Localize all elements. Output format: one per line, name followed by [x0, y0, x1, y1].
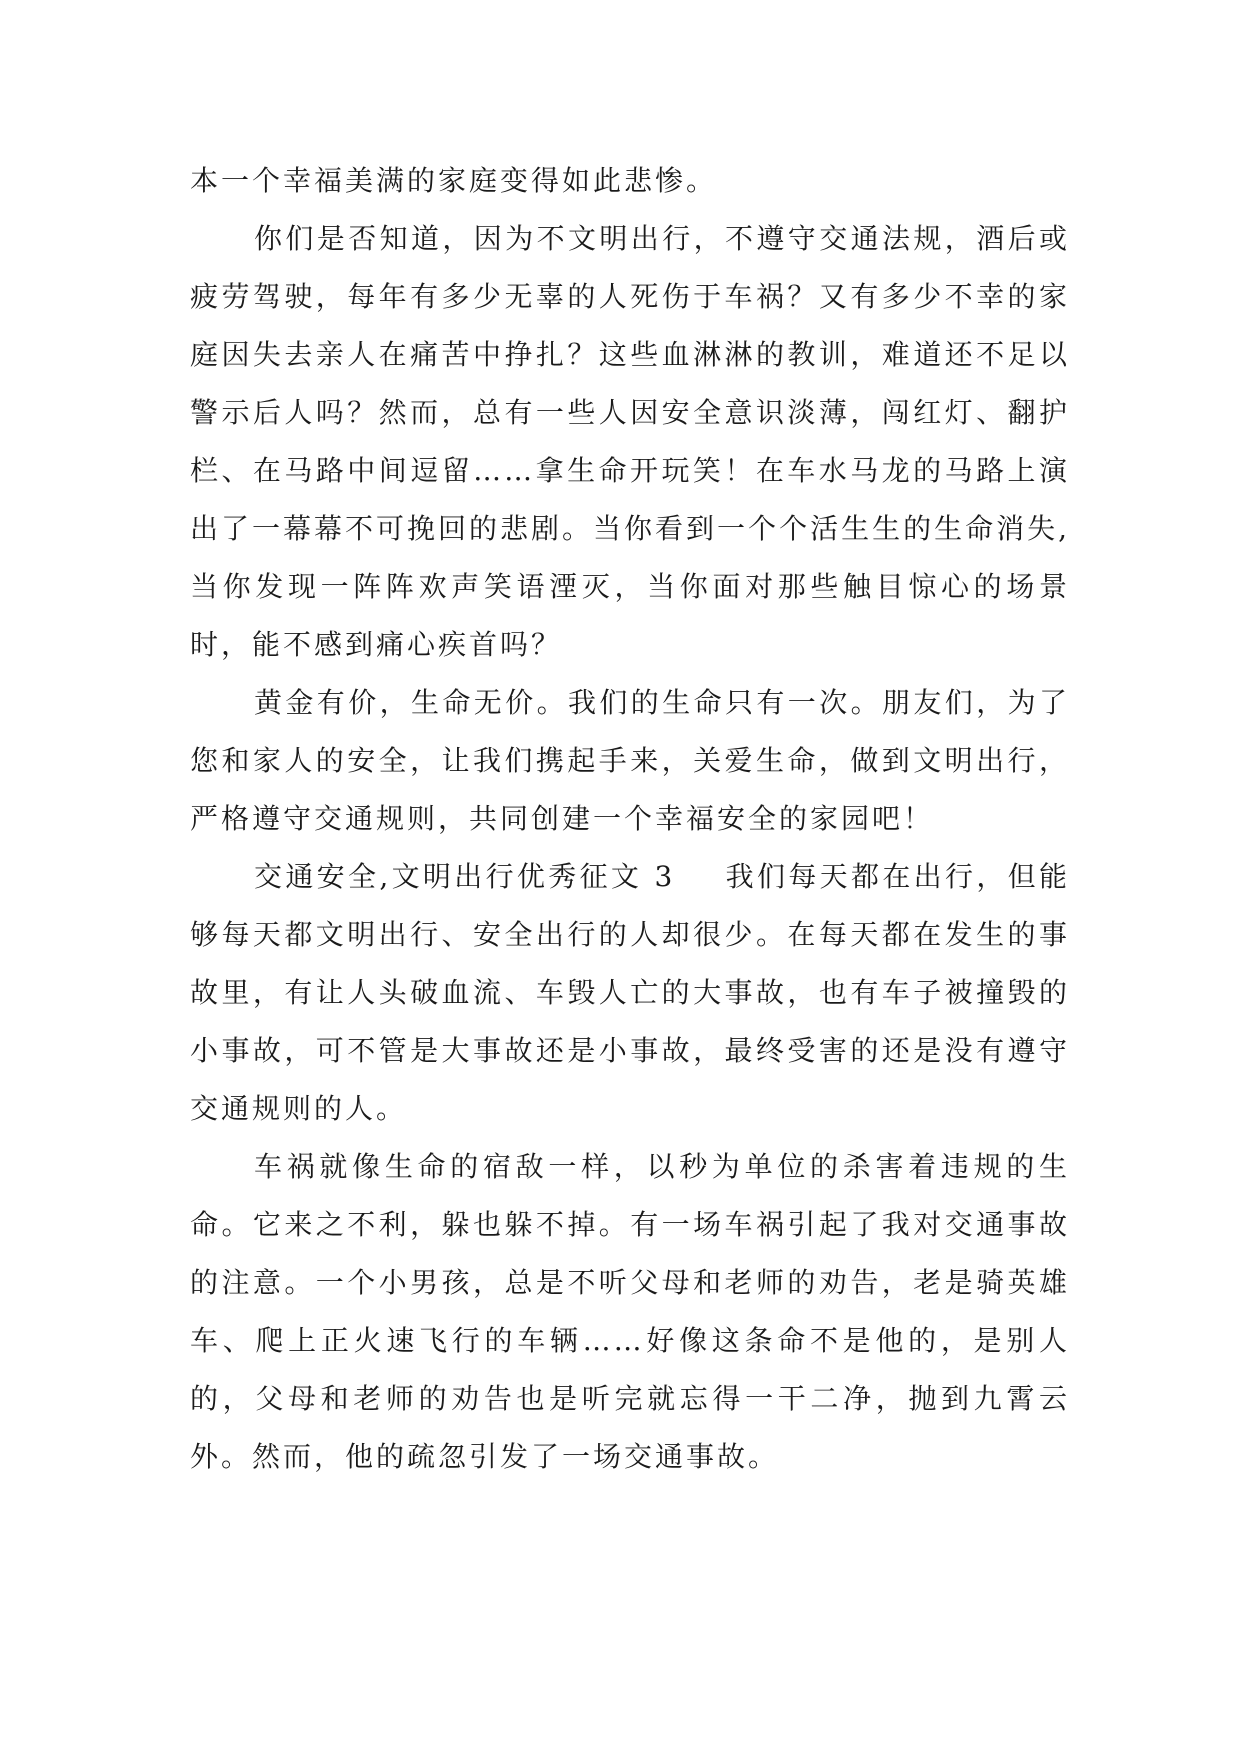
paragraph-1: 本一个幸福美满的家庭变得如此悲惨。	[190, 164, 718, 197]
paragraph-2: 你们是否知道，因为不文明出行，不遵守交通法规，酒后或疲劳驾驶，每年有多少无辜的人死伤于车祸？又有多少不幸的家庭因失去亲人在痛苦中挣扎？这些血淋淋的教训，难道还不足以警示后人吗？然而，总有一些人因安全意识淡薄，闯红灯、翻护栏、在马路中间逗留……拿生命开玩笑！在车水马龙的马路上演出了一幕幕不可挽回的悲剧。当你看到一个个活生生的生命消失,当你发现一阵阵欢声笑语湮灭，当你面对那些触目惊心的场景时，能不感到痛心疾首吗？	[190, 222, 1070, 661]
section-heading: 交通安全,文明出行优秀征文 3	[254, 860, 676, 893]
paragraph-4-body: 我们每天都在出行，但能够每天都文明出行、安全出行的人却很少。在每天都在发生的事故里，有让人头破血流、车毁人亡的大事故，也有车子被撞毁的小事故，可不管是大事故还是小事故，最终受害的还是没有遵守交通规则的人。	[190, 860, 1070, 1125]
document-page	[190, 152, 1070, 1486]
paragraph-4	[190, 848, 1070, 1138]
paragraph-5: 车祸就像生命的宿敌一样，以秒为单位的杀害着违规的生命。它来之不利，躲也躲不掉。有一场车祸引起了我对交通事故的注意。一个小男孩，总是不听父母和老师的劝告，老是骑英雄车、爬上正火速飞行的车辆……好像这条命不是他的，是别人的，父母和老师的劝告也是听完就忘得一干二净，抛到九霄云外。然而，他的疏忽引发了一场交通事故。	[190, 1150, 1070, 1473]
paragraph-3: 黄金有价，生命无价。我们的生命只有一次。朋友们，为了您和家人的安全，让我们携起手来，关爱生命，做到文明出行，严格遵守交通规则，共同创建一个幸福安全的家园吧！	[190, 686, 1070, 835]
